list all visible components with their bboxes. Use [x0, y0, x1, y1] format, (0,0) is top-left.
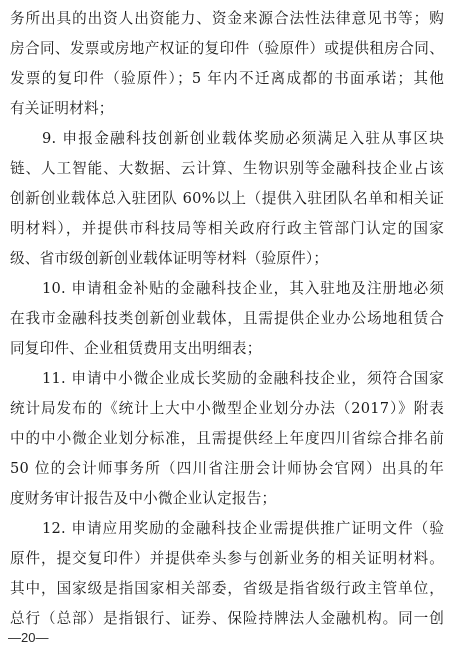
- text-line-17: 度财务审计报告及中小微企业认定报告；: [10, 490, 277, 507]
- text-line-5: 9. 申报金融科技创新创业载体奖励必须满足入驻从事区块: [42, 130, 444, 147]
- text-line-1: 务所出具的出资人出资能力、资金来源合法性法律意见书等；购: [10, 10, 444, 27]
- text-line-16: 50 位的会计师事务所（四川省注册会计师协会官网）出具的年: [10, 460, 444, 477]
- text-line-9: 级、省市级创新创业载体证明等材料（验原件）；: [10, 250, 329, 267]
- text-line-2: 房合同、发票或房地产权证的复印件（验原件）或提供租房合同、: [10, 40, 444, 57]
- text-line-13: 11. 申请中小微企业成长奖励的金融科技企业，须符合国家: [42, 370, 444, 387]
- text-line-8: 明材料），并提供市科技局等相关政府行政主管部门认定的国家: [10, 220, 444, 237]
- page-number: —20—: [8, 630, 49, 645]
- text-line-3: 发票的复印件（验原件）；5 年内不迁离成都的书面承诺；其他: [10, 70, 444, 87]
- text-line-4: 有关证明材料；: [10, 100, 114, 117]
- text-line-14: 统计局发布的《统计上大中小微型企业划分办法（2017）》附表: [10, 400, 444, 417]
- text-line-11: 在我市金融科技类创新创业载体，且需提供企业办公场地租赁合: [10, 310, 444, 327]
- text-line-20: 其中，国家级是指国家相关部委，省级是指省级行政主管单位，: [10, 580, 444, 597]
- text-line-19: 原件，提交复印件）并提供牵头参与创新业务的相关证明材料。: [10, 550, 444, 567]
- text-line-21: 总行（总部）是指银行、证券、保险持牌法人金融机构。同一创: [10, 610, 444, 627]
- text-line-15: 中的中小微企业划分标准，且需提供经上年度四川省综合排名前: [10, 430, 444, 447]
- text-line-7: 创新创业载体总入驻团队 60%以上（提供入驻团队名单和相关证: [10, 190, 444, 207]
- text-line-18: 12. 申请应用奖励的金融科技企业需提供推广证明文件（验: [42, 520, 444, 537]
- text-line-12: 同复印件、企业租赁费用支出明细表；: [10, 340, 262, 357]
- text-line-6: 链、人工智能、大数据、云计算、生物识别等金融科技企业占该: [10, 160, 444, 177]
- text-line-10: 10. 申请租金补贴的金融科技企业，其入驻地及注册地必须: [42, 280, 444, 297]
